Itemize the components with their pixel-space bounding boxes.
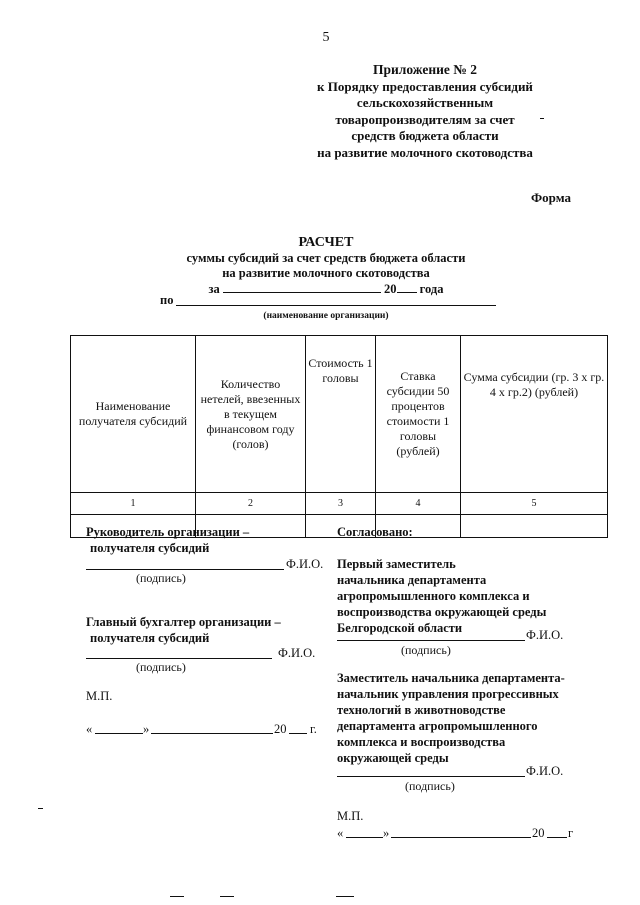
deputy-signature-caption: (подпись) xyxy=(405,779,455,793)
left-year-blank[interactable] xyxy=(289,733,307,734)
table-cell[interactable] xyxy=(461,515,608,538)
deputy-line: окружающей среды xyxy=(337,751,449,765)
left-date-open: « xyxy=(86,722,93,736)
first-deputy-line: воспроизводства окружающей среды xyxy=(337,605,547,619)
right-year-suffix: г xyxy=(568,826,574,840)
deputy-line: начальник управления прогрессивных xyxy=(337,687,559,701)
left-day-blank[interactable] xyxy=(95,733,143,734)
first-deputy-line: Белгородской области xyxy=(337,621,463,635)
table-header-cell: Стоимость 1 головы xyxy=(306,336,376,493)
column-number: 5 xyxy=(461,493,608,515)
subtitle-line-2: на развитие молочного скотоводства xyxy=(222,266,430,280)
accountant-title-2: получателя субсидий xyxy=(90,631,210,645)
deputy-line: комплекса и воспроизводства xyxy=(337,735,506,749)
first-deputy-block xyxy=(337,556,546,636)
year-blank[interactable] xyxy=(397,281,417,293)
right-month-blank[interactable] xyxy=(391,837,531,838)
document-title: РАСЧЕТ xyxy=(298,235,354,250)
column-number: 1 xyxy=(71,493,196,515)
appendix-line: сельскохозяйственным xyxy=(356,95,494,110)
head-title-2: получателя субсидий xyxy=(90,541,210,555)
table-header-cell: Сумма субсидии (гр. 3 х гр. 4 х гр.2) (рублей) xyxy=(461,336,608,493)
deputy-line: Заместитель начальника департамента- xyxy=(337,671,565,685)
first-deputy-line: начальника департамента xyxy=(337,573,487,587)
scan-mark xyxy=(170,896,184,897)
deputy-fio: Ф.И.О. xyxy=(526,764,564,778)
appendix-line: на развитие молочного скотоводства xyxy=(317,144,533,160)
table-header-cell: Ставка субсидии 50 процентов стоимости 1 головы (рублей) xyxy=(376,336,461,493)
first-deputy-line: агропромышленного комплекса и xyxy=(337,589,530,603)
first-deputy-signature-line[interactable] xyxy=(337,640,525,641)
first-deputy-signature-caption: (подпись) xyxy=(401,643,451,657)
table-header-row xyxy=(71,336,608,493)
head-fio: Ф.И.О. xyxy=(286,557,324,571)
scan-mark xyxy=(540,118,544,119)
appendix-line: товаропроизводителям за счет xyxy=(335,111,515,127)
za-label: за xyxy=(208,282,220,296)
period-blank[interactable] xyxy=(223,281,381,293)
right-stamp: М.П. xyxy=(337,809,364,823)
right-day-blank[interactable] xyxy=(346,837,383,838)
scan-mark xyxy=(336,896,354,897)
column-number: 2 xyxy=(196,493,306,515)
appendix-block xyxy=(290,62,560,161)
left-date-close: » xyxy=(143,722,150,736)
subtitle-line-1: суммы субсидий за счет средств бюджета области xyxy=(186,251,466,265)
appendix-line: к Порядку предоставления субсидий xyxy=(317,78,533,94)
agreed-label: Согласовано: xyxy=(337,525,413,539)
head-title-1: Руководитель организации – xyxy=(86,525,250,539)
left-year-suffix: г. xyxy=(310,722,317,736)
appendix-title: Приложение № 2 xyxy=(373,62,477,77)
deputy-signature-line[interactable] xyxy=(337,776,525,777)
left-stamp: М.П. xyxy=(86,689,113,703)
left-month-blank[interactable] xyxy=(151,733,273,734)
year-prefix: 20 xyxy=(384,282,397,296)
accountant-title-1: Главный бухгалтер организации – xyxy=(86,615,281,629)
right-date-close: » xyxy=(383,826,390,840)
document-subtitle xyxy=(0,251,640,297)
year-suffix: года xyxy=(419,282,444,296)
first-deputy-fio: Ф.И.О. xyxy=(526,628,564,642)
appendix-line: средств бюджета области xyxy=(351,128,499,143)
organization-blank[interactable] xyxy=(176,305,496,306)
scan-mark xyxy=(220,896,234,897)
deputy-line: технологий в животноводстве xyxy=(337,703,506,717)
right-year-blank[interactable] xyxy=(547,837,567,838)
accountant-fio: Ф.И.О. xyxy=(278,646,316,660)
table-header-cell: Наименование получателя субсидий xyxy=(71,336,196,493)
accountant-signature-caption: (подпись) xyxy=(136,660,186,674)
column-number: 3 xyxy=(306,493,376,515)
calculation-table xyxy=(70,335,608,538)
organization-caption: (наименование организации) xyxy=(263,311,389,321)
column-number: 4 xyxy=(376,493,461,515)
deputy-block xyxy=(337,670,565,766)
first-deputy-line: Первый заместитель xyxy=(337,557,456,571)
scan-mark xyxy=(38,808,43,809)
period-line xyxy=(0,281,640,297)
table-row xyxy=(71,493,608,515)
right-year-prefix: 20 xyxy=(532,826,545,840)
head-signature-caption: (подпись) xyxy=(136,571,186,585)
form-label: Форма xyxy=(531,190,571,205)
page-number: 5 xyxy=(322,30,330,45)
table-header-cell: Количество нетелей, ввезенных в текущем финансовом году (голов) xyxy=(196,336,306,493)
right-date-open: « xyxy=(337,826,344,840)
po-label: по xyxy=(160,293,174,307)
deputy-line: департамента агропромышленного xyxy=(337,719,538,733)
left-year-prefix: 20 xyxy=(274,722,287,736)
